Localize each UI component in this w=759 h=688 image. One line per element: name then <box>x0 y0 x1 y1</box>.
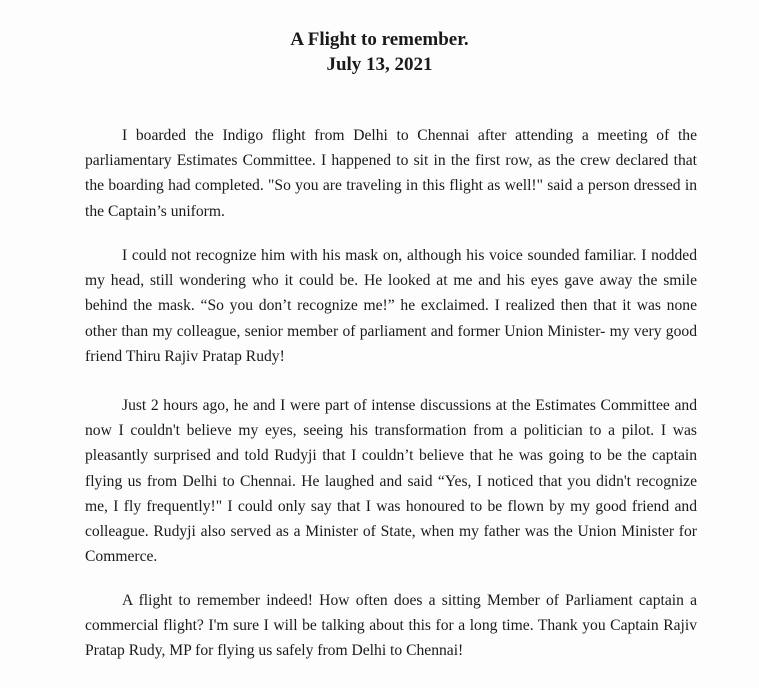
paragraph-4: A flight to remember indeed! How often does a sitting Member of Parliament captain a commercial flight? I'm sure I will be talking about this for a long time. Thank you Captain Rajiv Pratap Rudy, MP for flying us safely from Delhi to Chennai! <box>85 592 697 660</box>
paragraph-3: Just 2 hours ago, he and I were part of intense discussions at the Estimates Committee and now I couldn't believe my eyes, seeing his transformation from a politician to a pilot. I was pleasantly surprised and told Rudyji that I couldn’t believe that he was going to be the captain flying us from Delhi to Chennai. He laughed and said “Yes, I noticed that you didn't recognize me, I fly frequently!" I could only say that I was honoured to be flown by my good friend and colleague. Rudyji also served as a Minister of State, when my father was the Union Minister for Commerce. <box>85 397 697 566</box>
document-title: A Flight to remember. <box>290 29 469 50</box>
document-date: July 13, 2021 <box>326 54 433 75</box>
paragraph-1: I boarded the Indigo flight from Delhi to Chennai after attending a meeting of the parliamentary Estimates Committee. I happened to sit in the first row, as the crew declared that the boarding had completed. "So you are traveling in this flight as well!" said a person dressed in the Captain’s uniform. <box>85 127 697 220</box>
title-block <box>0 27 759 77</box>
paragraph-2: I could not recognize him with his mask on, although his voice sounded familiar. I nodded my head, still wondering who it could be. He looked at me and his eyes gave away the smile behind the mask. “So you don’t recognize me!” he exclaimed. I realized then that it was none other than my colleague, senior member of parliament and former Union Minister- my very good friend Thiru Rajiv Pratap Rudy! <box>85 247 697 365</box>
